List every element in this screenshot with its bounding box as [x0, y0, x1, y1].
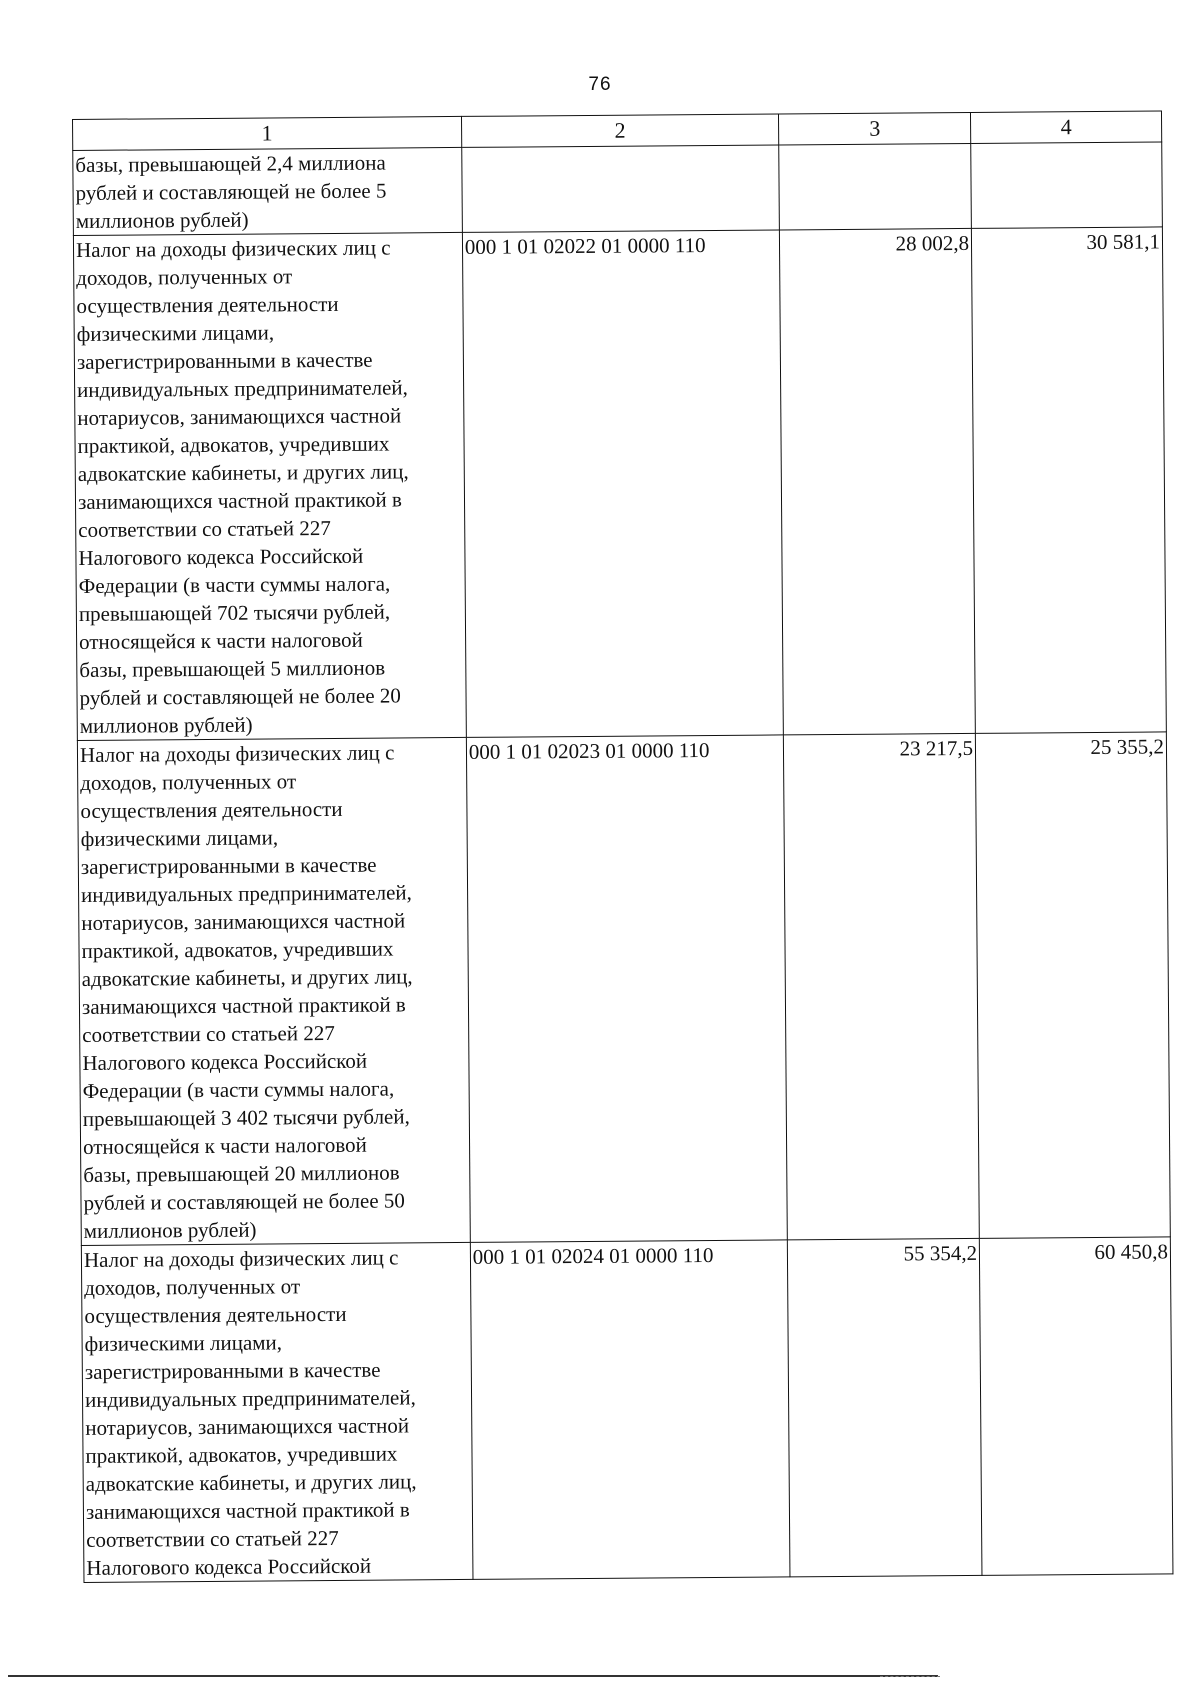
row-value-3: 55 354,2: [788, 1238, 983, 1576]
column-header-4: 4: [971, 111, 1162, 143]
table-row: [81, 1237, 1173, 1583]
column-header-3: 3: [779, 112, 971, 145]
page-number: 76: [588, 74, 612, 95]
table-row: [77, 732, 1170, 1246]
row-description-cell: [73, 147, 462, 235]
column-header-1: 1: [73, 116, 462, 150]
footer-divider: [8, 1675, 938, 1677]
row-description: Налог на доходы физических лиц с доходов, полученных от осуществления деятельности физическими лицами, зарегистрированными в качестве индивидуальных предпринимателей, нотариусов, занимающихся частной практикой, адвокатов, учредивших адвокатские кабинеты, и других лиц, занимающихся частной практикой в соответствии со статьей 227 Налогового кодекса Российской: [83, 1245, 417, 1580]
row-value-3: 28 002,8: [780, 228, 976, 734]
row-code: 000 1 01 02024 01 0000 110: [470, 1240, 790, 1579]
table-row: [73, 142, 1163, 236]
row-description: базы, превышающей 2,4 миллиона рублей и составляющей не более 5 миллионов рублей): [75, 150, 387, 233]
row-value-4: [971, 142, 1163, 228]
row-description: Налог на доходы физических лиц с доходов, полученных от осуществления деятельности физическими лицами, зарегистрированными в качестве индивидуальных предпринимателей, нотариусов, занимающихся частной практикой, адвокатов, учредивших адвокатские кабинеты, и других лиц, занимающихся частной практикой в соответствии со статьей 227 Налогового кодекса Российской Федерации (в части суммы налога, превышающей 702 тысячи рублей, относящейся к части налоговой базы, превышающей 5 миллионов рублей и составляющей не более 20 миллионов рублей): [75, 235, 409, 738]
table-row: [73, 227, 1166, 741]
row-code: 000 1 01 02023 01 0000 110: [466, 735, 787, 1242]
row-value-3: 23 217,5: [784, 733, 980, 1239]
row-code: [462, 145, 780, 232]
row-value-4: 60 450,8: [979, 1237, 1173, 1575]
footer-divider-tail: [880, 1676, 940, 1677]
row-value-3: [779, 143, 972, 230]
row-description-cell: [73, 232, 466, 740]
budget-table: [72, 110, 1173, 1583]
row-description-cell: [81, 1242, 472, 1582]
row-code: 000 1 01 02022 01 0000 110: [462, 230, 783, 737]
column-header-2: 2: [461, 114, 779, 147]
row-value-4: 30 581,1: [971, 227, 1166, 733]
document-sheet: [72, 110, 1173, 1583]
row-description-cell: [77, 737, 470, 1245]
row-value-4: 25 355,2: [975, 732, 1170, 1238]
row-description: Налог на доходы физических лиц с доходов, полученных от осуществления деятельности физическими лицами, зарегистрированными в качестве индивидуальных предпринимателей, нотариусов, занимающихся частной практикой, адвокатов, учредивших адвокатские кабинеты, и других лиц, занимающихся частной практикой в соответствии со статьей 227 Налогового кодекса Российской Федерации (в части суммы налога, превышающей 3 402 тысячи рублей, относящейся к части налоговой базы, превышающей 20 миллионов рублей и составляющей не более 50 миллионов рублей): [79, 740, 413, 1243]
